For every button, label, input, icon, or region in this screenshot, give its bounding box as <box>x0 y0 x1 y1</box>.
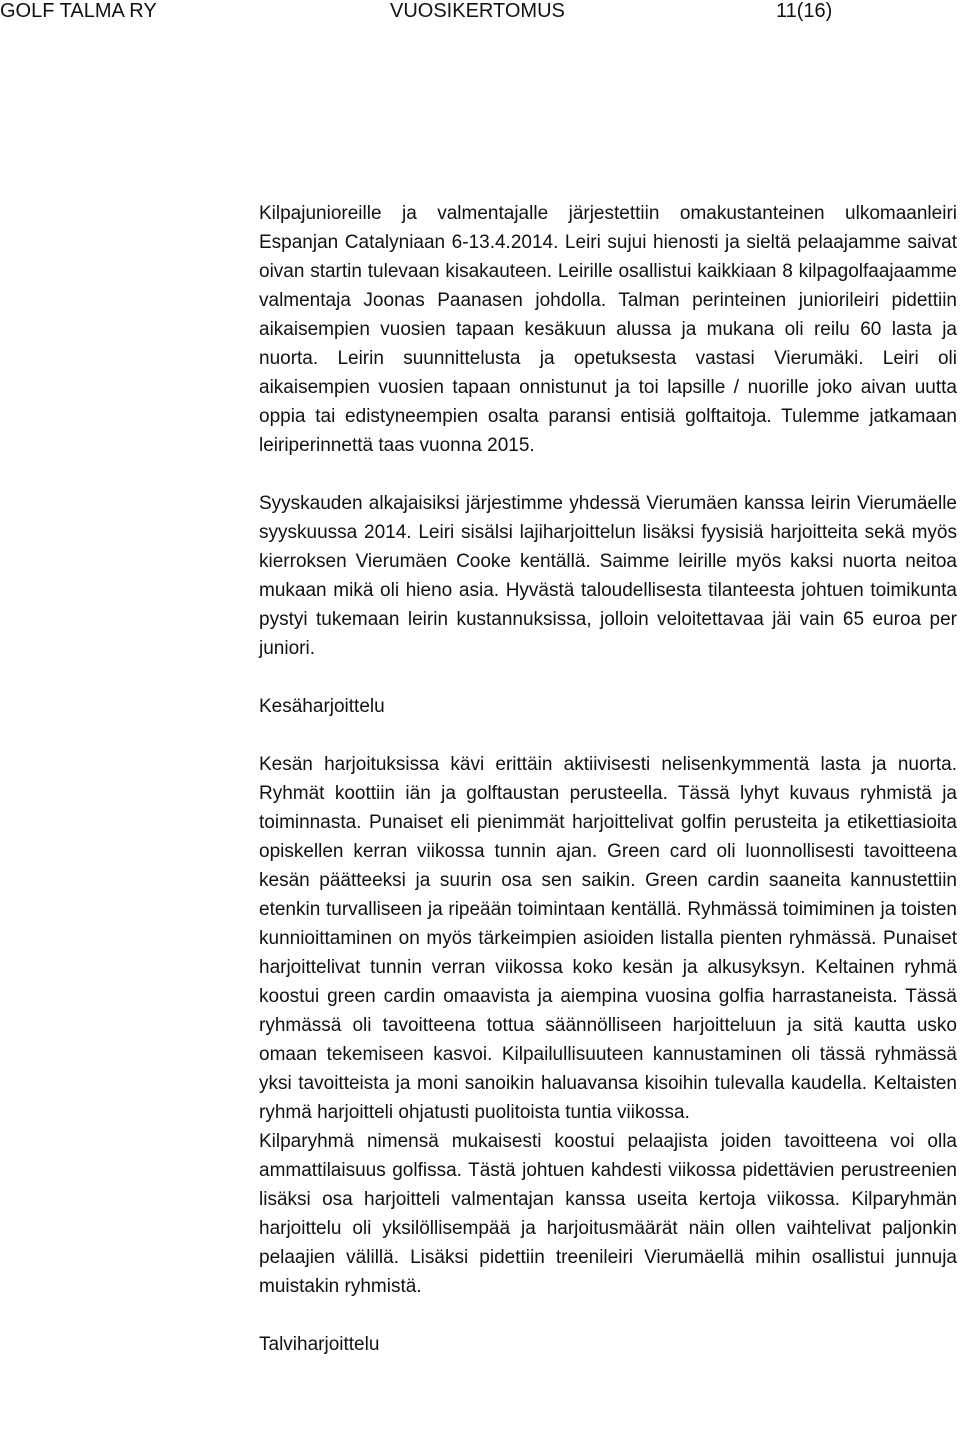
paragraph-autumn-camp: Syyskauden alkajaisiksi järjestimme yhdessä Vierumäen kanssa leirin Vierumäelle syyskuussa 2014. Leiri sisälsi lajiharjoittelun lisäksi fyysisiä harjoitteita sekä myös kierroksen Vierumäen Cooke kentällä. Saimme leirille myös kaksi nuorta neitoa mukaan mikä oli hieno asia. Hyvästä taloudellisesta tilanteesta johtuen toimikunta pystyi tukemaan leirin kustannuksissa, jolloin veloitettavaa jäi vain 65 euroa per juniori. <box>259 493 957 659</box>
paragraph-junior-camps: Kilpajunioreille ja valmentajalle järjestettiin omakustanteinen ulkomaanleiri Espanjan Catalyniaan 6-13.4.2014. Leiri sujui hienosti ja sieltä pelaajamme saivat oivan startin tulevaan kisakauteen. Leirille osallistui kaikkiaan 8 kilpagolfaajaamme valmentaja Joonas Paanasen johdolla. Talman perinteinen juniorileiri pidettiin aikaisempien vuosien tapaan kesäkuun alussa ja mukana oli reilu 60 lasta ja nuorta. Leirin suunnittelusta ja opetuksesta vastasi Vierumäki. Leiri oli aikaisempien vuosien tapaan onnistunut ja toi lapsille / nuorille joko aivan uutta oppia tai edistyneempien osalta paransi entisiä golftaitoja. Tulemme jatkamaan leiriperinnettä taas vuonna 2015. <box>259 203 957 456</box>
paragraph-competition-group: Kilparyhmä nimensä mukaisesti koostui pelaajista joiden tavoitteena voi olla ammattilaisuus golfissa. Tästä johtuen kahdesti viikossa pidettävien perustreenien lisäksi osa harjoitteli valmentajan kanssa useita kertoja viikossa. Kilparyhmän harjoittelu oli yksilöllisempää ja harjoitusmäärät näin ollen vaihtelivat paljonkin pelaajien välillä. Lisäksi pidettiin treenileiri Vierumäellä mihin osallistui junnuja muistakin ryhmistä. <box>259 1131 957 1297</box>
organization-name: GOLF TALMA RY <box>0 0 157 22</box>
paragraph-summer-training: Kesän harjoituksissa kävi erittäin aktiivisesti nelisenkymmentä lasta ja nuorta. Ryhmät koottiin iän ja golftaustan perusteella. Tässä lyhyt kuvaus ryhmistä ja toiminnasta. Punaiset eli pienimmät harjoittelivat golfin perusteita ja etikettiasioita opiskellen kerran viikossa tunnin ajan. Green card oli luonnollisesti tavoitteena kesän päätteeksi ja suurin osa sen saikin. Green cardin saaneita kannustettiin etenkin turvalliseen ja ripeään toimintaan kentällä. Ryhmässä toimiminen ja toisten kunnioittaminen on myös tärkeimpien asioiden listalla pienten ryhmässä. Punaiset harjoittelivat tunnin verran viikossa koko kesän ja alkusyksyn. Keltainen ryhmä koostui green cardin omaavista ja aiempina vuosina golfia harrastaneista. Tässä ryhmässä oli tavoitteena tottua säännölliseen harjoitteluun ja sitä kautta usko omaan tekemiseen kasvoi. Kilpailullisuuteen kannustaminen oli tässä ryhmässä yksi tavoitteista ja moni sanoikin haluavansa kisoihin tulevalla kaudella. Keltaisten ryhmä harjoitteli ohjatusti puolitoista tuntia viikossa. <box>259 754 957 1123</box>
document-body <box>259 199 957 1359</box>
document-title: VUOSIKERTOMUS <box>390 0 565 22</box>
section-heading-winter-training: Talviharjoittelu <box>259 1334 380 1355</box>
section-heading-summer-training: Kesäharjoittelu <box>259 696 385 717</box>
page-number: 11(16) <box>776 0 833 22</box>
page-header <box>0 0 960 30</box>
